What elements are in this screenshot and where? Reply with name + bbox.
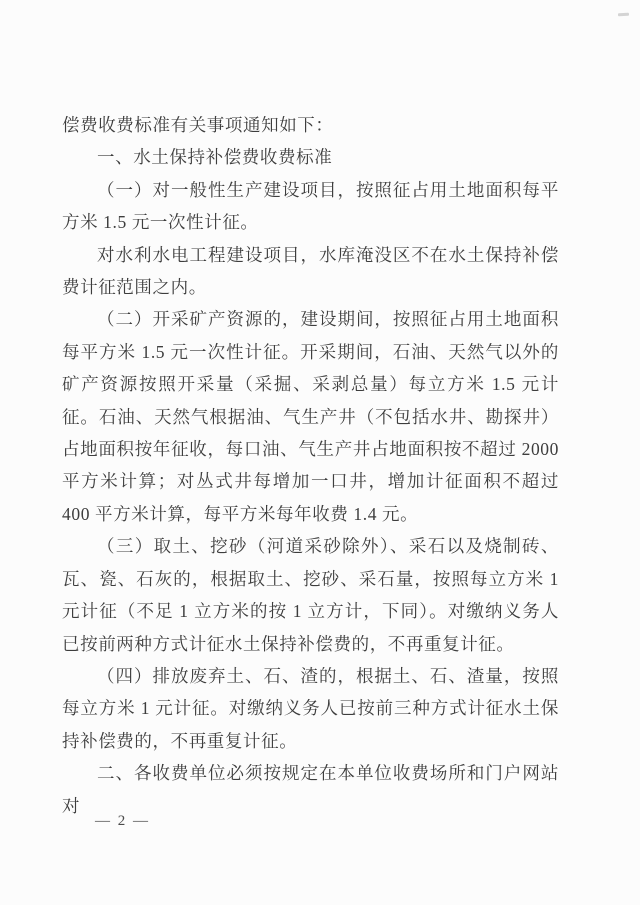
page-number: — 2 —	[95, 813, 150, 829]
paragraph: （三）取土、挖砂（河道采砂除外）、采石以及烧制砖、瓦、瓷、石灰的，根据取土、挖砂、采石量，按照每立方米 1 元计征（不足 1 立方米的按 1 立方计，下同）。对缴纳义务人已按前两种方式计征水土保持补偿费的，不再重复计征。	[62, 536, 559, 654]
paragraph: （一）对一般性生产建设项目，按照征占用土地面积每平方米 1.5 元一次性计征。	[62, 179, 559, 233]
scan-artifact	[618, 13, 629, 17]
paragraph: （四）排放废弃土、石、渣的，根据土、石、渣量，按照每立方米 1 元计征。对缴纳义务人已按前三种方式计征水土保持补偿费的，不再重复计征。	[62, 665, 559, 751]
paragraph: 对水利水电工程建设项目，水库淹没区不在水土保持补偿费计征范围之内。	[62, 244, 559, 298]
paragraph: （二）开采矿产资源的，建设期间，按照征占用土地面积每平方米 1.5 元一次性计征。开采期间，石油、天然气以外的矿产资源按照开采量（采掘、采剥总量）每立方米 1.5 元计征。石油、天然气根据油、气生产井（不包括水井、勘探井）占地面积按年征收，每口油、气生产井占地面积按不超过 2000 平方米计算；对丛式井每增加一口井，增加计征面积不超过 400 平方米计算，每平方米每年收费 1.4 元。	[62, 309, 559, 524]
document-body	[62, 109, 559, 822]
paragraph: 二、各收费单位必须按规定在本单位收费场所和门户网站对	[62, 763, 559, 816]
paragraph: 一、水土保持补偿费收费标准	[97, 147, 333, 168]
paragraph: 偿费收费标准有关事项通知如下：	[62, 115, 334, 135]
